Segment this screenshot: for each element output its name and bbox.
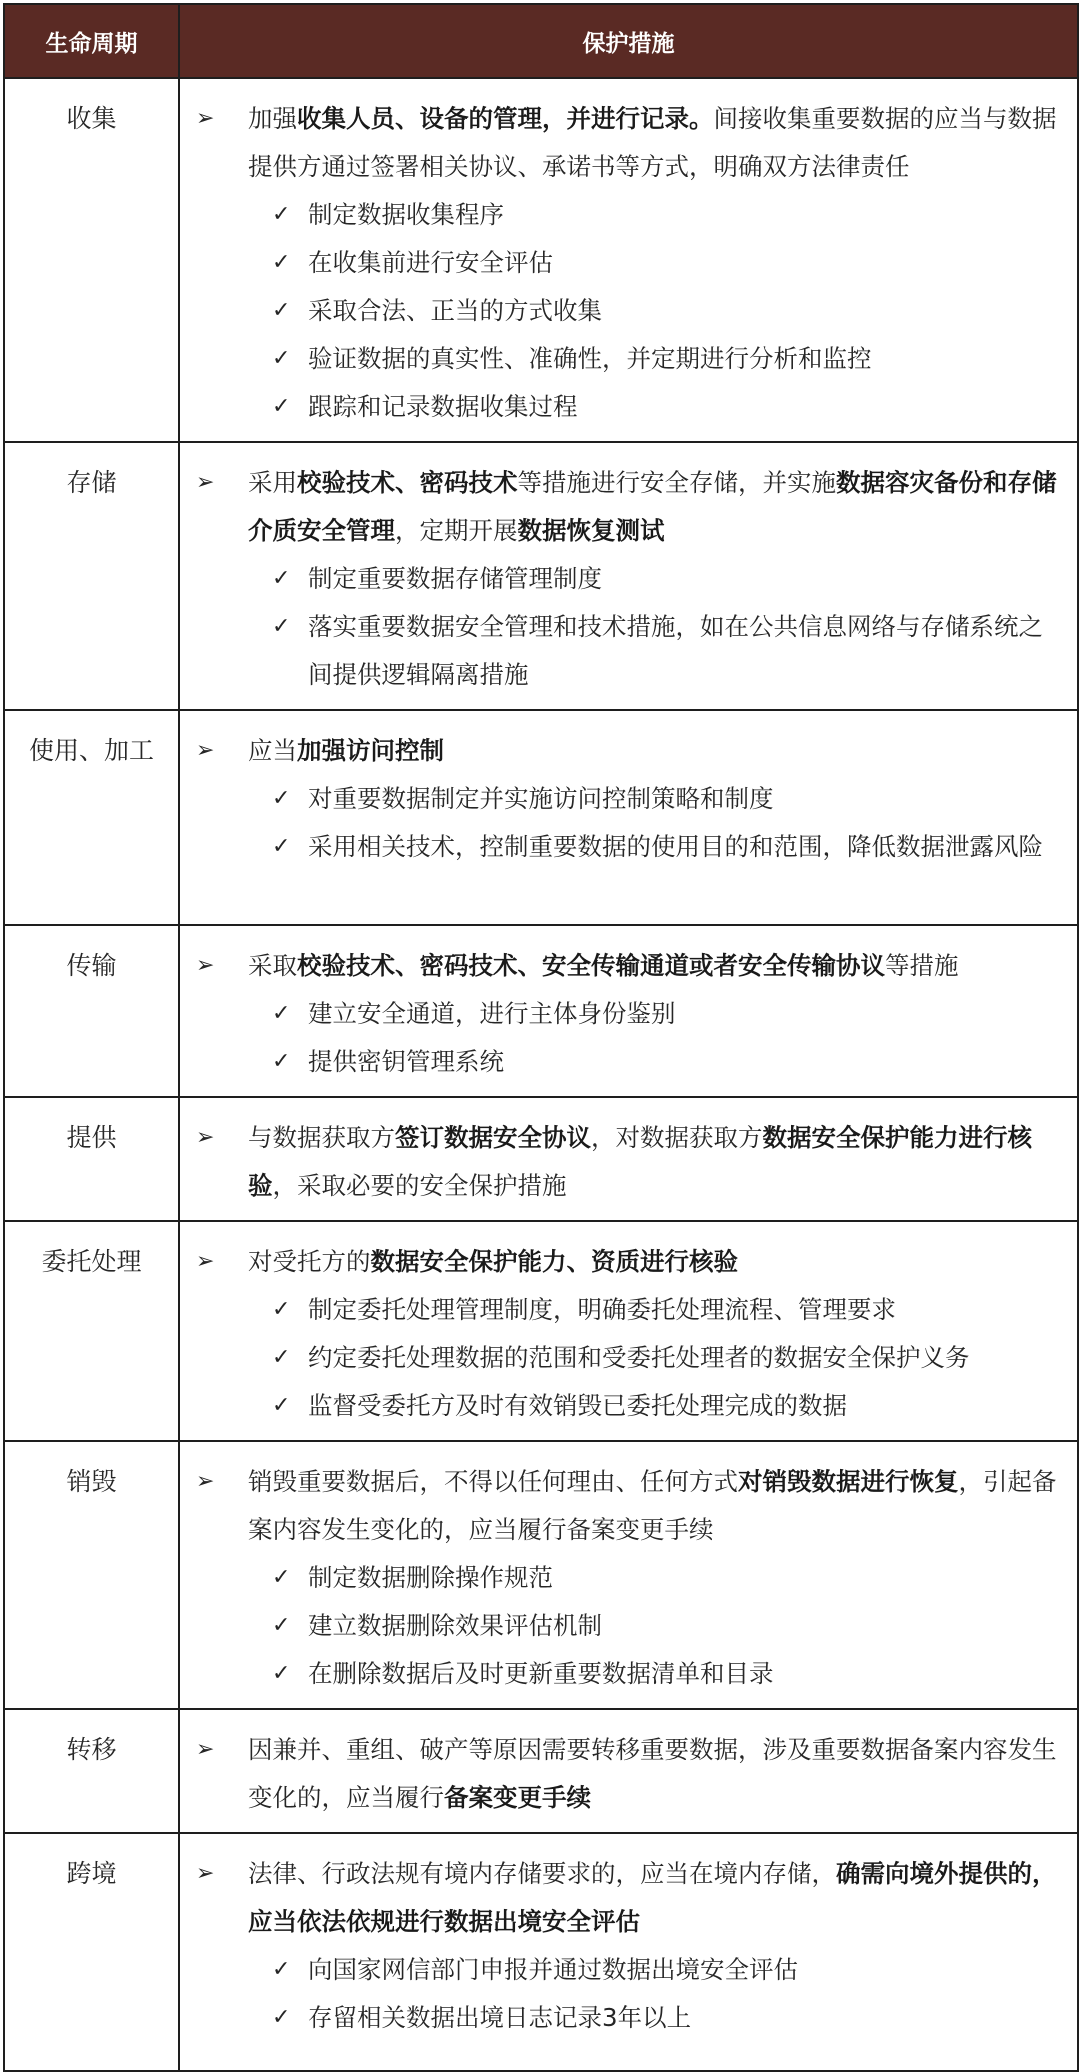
- measure-text: 加强: [248, 104, 297, 133]
- sub-measure: [194, 239, 1063, 287]
- sub-measure: [194, 775, 1063, 823]
- sub-measure-text: 制定数据删除操作规范: [308, 1563, 553, 1592]
- emphasis-text: 确需向境外提供的，应当依法依规进行数据出境安全评估: [248, 1859, 1057, 1936]
- lifecycle-stage: 提供: [4, 1097, 179, 1221]
- emphasis-text: 数据安全保护能力进行核验: [248, 1123, 1032, 1200]
- sub-measure: [194, 990, 1063, 1038]
- table-row: [4, 442, 1078, 710]
- measure-text: 等措施: [885, 951, 959, 980]
- sub-measure: [194, 287, 1063, 335]
- measure-text: 因兼并、重组、破产等原因需要转移重要数据，涉及重要数据备案内容发生变化的，应当履行: [248, 1735, 1057, 1812]
- lifecycle-stage: 跨境: [4, 1833, 179, 2071]
- measure-text: 应当: [248, 736, 297, 765]
- data-lifecycle-protection-table: [3, 3, 1079, 2072]
- table-row: [4, 925, 1078, 1097]
- sub-measure: [194, 555, 1063, 603]
- measure-text: 法律、行政法规有境内存储要求的，应当在境内存储，: [248, 1859, 836, 1888]
- measure-text: 采用: [248, 468, 297, 497]
- arrow-bullet-icon: ➢: [196, 1125, 215, 1150]
- lifecycle-stage: 使用、加工: [4, 710, 179, 925]
- sub-measure-text: 制定数据收集程序: [308, 200, 504, 229]
- sub-measure: [194, 1602, 1063, 1650]
- measure-text: ，定期开展: [395, 516, 518, 545]
- sub-measure: [194, 1286, 1063, 1334]
- main-measure: [194, 942, 1063, 990]
- sub-measure-text: 制定委托处理管理制度，明确委托处理流程、管理要求: [308, 1295, 896, 1324]
- checkmark-icon: ✓: [272, 394, 291, 419]
- protection-measures-cell: [179, 1221, 1078, 1441]
- protection-measures-cell: [179, 710, 1078, 925]
- measure-text: ，引起备案内容发生变化的，应当履行备案变更手续: [248, 1467, 1057, 1544]
- arrow-bullet-icon: ➢: [196, 738, 215, 763]
- table-row: [4, 1097, 1078, 1221]
- emphasis-text: 对销毁数据进行恢复: [738, 1467, 959, 1496]
- measure-text: ，采取必要的安全保护措施: [272, 1171, 567, 1200]
- protection-measures-cell: [179, 442, 1078, 710]
- lifecycle-stage: 传输: [4, 925, 179, 1097]
- main-measure: [194, 95, 1063, 191]
- sub-measure-text: 建立数据删除效果评估机制: [308, 1611, 602, 1640]
- table-row: [4, 710, 1078, 925]
- sub-measure-text: 在收集前进行安全评估: [308, 248, 553, 277]
- table-row: [4, 1833, 1078, 2071]
- sub-measure-text: 对重要数据制定并实施访问控制策略和制度: [308, 784, 774, 813]
- sub-measure: [194, 191, 1063, 239]
- lifecycle-stage: 委托处理: [4, 1221, 179, 1441]
- protection-measures-cell: [179, 1833, 1078, 2071]
- sub-measure-text: 采用相关技术，控制重要数据的使用目的和范围，降低数据泄露风险: [308, 832, 1043, 861]
- sub-measure: [194, 823, 1063, 871]
- arrow-bullet-icon: ➢: [196, 470, 215, 495]
- sub-measure: [194, 1994, 1063, 2042]
- main-measure: [194, 1726, 1063, 1822]
- checkmark-icon: ✓: [272, 614, 291, 639]
- checkmark-icon: ✓: [272, 1957, 291, 1982]
- table-row: [4, 78, 1078, 442]
- checkmark-icon: ✓: [272, 1613, 291, 1638]
- header-lifecycle: 生命周期: [4, 4, 179, 78]
- main-measure: [194, 459, 1063, 555]
- sub-measure-text: 验证数据的真实性、准确性，并定期进行分析和监控: [308, 344, 872, 373]
- emphasis-text: 签订数据安全协议: [395, 1123, 591, 1152]
- sub-measure: [194, 1554, 1063, 1602]
- table-body: [4, 78, 1078, 2071]
- measure-text: 间接收集重要数据的应当与数据提供方通过签署相关协议、承诺书等方式，明确双方法律责任: [248, 104, 1057, 181]
- emphasis-text: 备案变更手续: [444, 1783, 591, 1812]
- emphasis-text: 加强访问控制: [297, 736, 444, 765]
- arrow-bullet-icon: ➢: [196, 1861, 215, 1886]
- measure-text: ，对数据获取方: [591, 1123, 763, 1152]
- main-measure: [194, 1850, 1063, 1946]
- sub-measure-text: 向国家网信部门申报并通过数据出境安全评估: [308, 1955, 798, 1984]
- arrow-bullet-icon: ➢: [196, 1469, 215, 1494]
- table-row: [4, 1709, 1078, 1833]
- sub-measure: [194, 335, 1063, 383]
- emphasis-text: 校验技术、密码技术: [297, 468, 518, 497]
- checkmark-icon: ✓: [272, 1297, 291, 1322]
- sub-measure-text: 制定重要数据存储管理制度: [308, 564, 602, 593]
- protection-measures-cell: [179, 1441, 1078, 1709]
- checkmark-icon: ✓: [272, 1345, 291, 1370]
- protection-measures-cell: [179, 925, 1078, 1097]
- lifecycle-stage: 存储: [4, 442, 179, 710]
- sub-measure-text: 跟踪和记录数据收集过程: [308, 392, 578, 421]
- lifecycle-stage: 销毁: [4, 1441, 179, 1709]
- measure-text: 销毁重要数据后，不得以任何理由、任何方式: [248, 1467, 738, 1496]
- sub-measure-text: 提供密钥管理系统: [308, 1047, 504, 1076]
- protection-measures-cell: [179, 1097, 1078, 1221]
- sub-measure-text: 监督受委托方及时有效销毁已委托处理完成的数据: [308, 1391, 847, 1420]
- sub-measure-text: 约定委托处理数据的范围和受委托处理者的数据安全保护义务: [308, 1343, 970, 1372]
- checkmark-icon: ✓: [272, 786, 291, 811]
- checkmark-icon: ✓: [272, 566, 291, 591]
- sub-measure-text: 建立安全通道，进行主体身份鉴别: [308, 999, 676, 1028]
- main-measure: [194, 1238, 1063, 1286]
- sub-measure-text: 落实重要数据安全管理和技术措施，如在公共信息网络与存储系统之间提供逻辑隔离措施: [308, 612, 1043, 689]
- sub-measure-text: 在删除数据后及时更新重要数据清单和目录: [308, 1659, 774, 1688]
- sub-measure: [194, 383, 1063, 431]
- checkmark-icon: ✓: [272, 1001, 291, 1026]
- arrow-bullet-icon: ➢: [196, 106, 215, 131]
- emphasis-text: 收集人员、设备的管理，并进行记录。: [297, 104, 714, 133]
- sub-measure: [194, 1334, 1063, 1382]
- emphasis-text: 数据容灾备份和存储介质安全管理: [248, 468, 1057, 545]
- protection-measures-cell: [179, 1709, 1078, 1833]
- table-row: [4, 1221, 1078, 1441]
- checkmark-icon: ✓: [272, 1393, 291, 1418]
- arrow-bullet-icon: ➢: [196, 1737, 215, 1762]
- emphasis-text: 校验技术、密码技术、安全传输通道或者安全传输协议: [297, 951, 885, 980]
- measure-text: 对受托方的: [248, 1247, 371, 1276]
- checkmark-icon: ✓: [272, 834, 291, 859]
- table-header-row: [4, 4, 1078, 78]
- measure-text: 采取: [248, 951, 297, 980]
- checkmark-icon: ✓: [272, 1049, 291, 1074]
- emphasis-text: 数据安全保护能力、资质进行核验: [370, 1247, 738, 1276]
- checkmark-icon: ✓: [272, 1661, 291, 1686]
- arrow-bullet-icon: ➢: [196, 1249, 215, 1274]
- measure-text: 与数据获取方: [248, 1123, 395, 1152]
- sub-measure: [194, 1382, 1063, 1430]
- emphasis-text: 数据恢复测试: [517, 516, 665, 545]
- header-protection-measures: 保护措施: [179, 4, 1078, 78]
- checkmark-icon: ✓: [272, 202, 291, 227]
- arrow-bullet-icon: ➢: [196, 953, 215, 978]
- protection-measures-cell: [179, 78, 1078, 442]
- sub-measure: [194, 1946, 1063, 1994]
- sub-measure: [194, 1038, 1063, 1086]
- measure-text: 等措施进行安全存储，并实施: [517, 468, 836, 497]
- main-measure: [194, 1458, 1063, 1554]
- checkmark-icon: ✓: [272, 1565, 291, 1590]
- sub-measure-text: 采取合法、正当的方式收集: [308, 296, 602, 325]
- table-row: [4, 1441, 1078, 1709]
- lifecycle-stage: 收集: [4, 78, 179, 442]
- sub-measure: [194, 603, 1063, 699]
- checkmark-icon: ✓: [272, 346, 291, 371]
- checkmark-icon: ✓: [272, 2005, 291, 2030]
- sub-measure: [194, 1650, 1063, 1698]
- lifecycle-stage: 转移: [4, 1709, 179, 1833]
- sub-measure-text: 存留相关数据出境日志记录3年以上: [308, 2003, 692, 2032]
- main-measure: [194, 727, 1063, 775]
- checkmark-icon: ✓: [272, 250, 291, 275]
- main-measure: [194, 1114, 1063, 1210]
- checkmark-icon: ✓: [272, 298, 291, 323]
